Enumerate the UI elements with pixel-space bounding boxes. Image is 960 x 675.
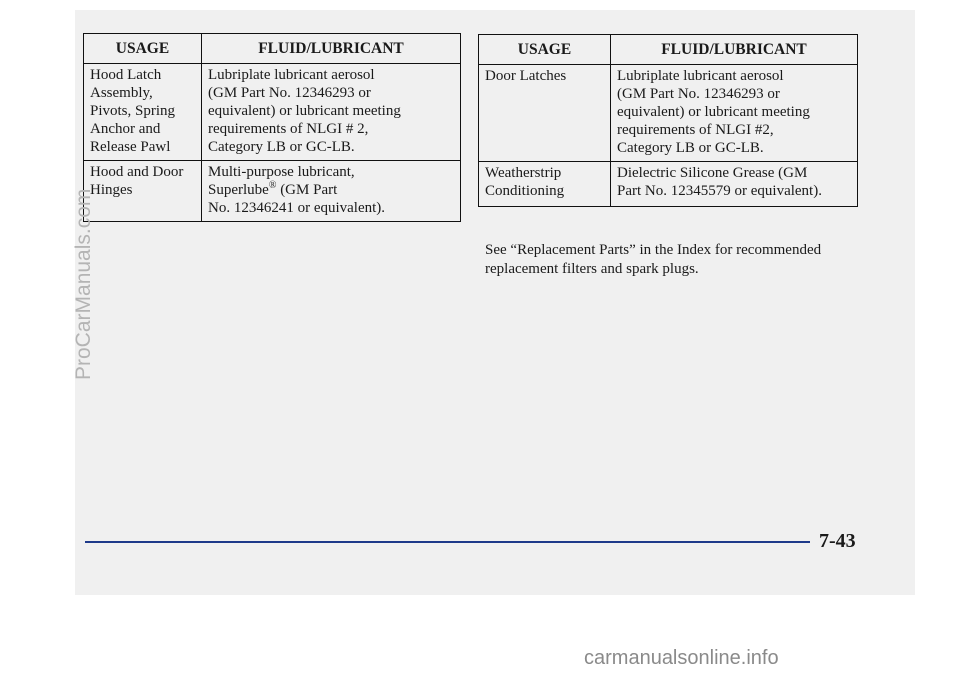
replacement-parts-note: See “Replacement Parts” in the Index for recommended replacement filters and spark plugs.	[485, 242, 822, 277]
header-fluid-lubricant: FLUID/LUBRICANT	[611, 35, 858, 65]
lubricant-cell	[202, 64, 461, 161]
footer-rule	[85, 541, 810, 543]
lubricant-line: requirements of NLGI #2,	[617, 122, 774, 138]
part-text: (GM Part	[276, 182, 338, 198]
header-usage: USAGE	[479, 35, 611, 65]
lubricant-line: Lubriplate lubricant aerosol	[617, 68, 784, 84]
manual-page	[75, 10, 915, 595]
lubricant-line: requirements of NLGI # 2,	[208, 121, 369, 137]
lubricant-line: No. 12346241 or equivalent).	[208, 200, 386, 216]
superlube-text: Superlube	[208, 182, 269, 198]
lubricant-line: Category LB or GC-LB.	[617, 140, 764, 156]
lubricant-line: Multi-purpose lubricant,	[208, 164, 355, 180]
side-watermark: ProCarManuals.com	[72, 188, 95, 380]
header-usage: USAGE	[84, 34, 202, 64]
usage-line: Door Latches	[485, 68, 567, 84]
usage-line: Anchor and	[90, 121, 161, 137]
usage-line: Conditioning	[485, 183, 565, 199]
lubricant-line: Part No. 12345579 or equivalent).	[617, 183, 822, 199]
usage-line: Assembly,	[90, 85, 153, 101]
usage-cell	[479, 162, 611, 207]
usage-cell	[479, 65, 611, 162]
lubricant-line: equivalent) or lubricant meeting	[617, 104, 810, 120]
table-row	[84, 64, 461, 161]
table-header-row	[84, 34, 461, 64]
usage-cell	[84, 64, 202, 161]
lubricant-line: Lubriplate lubricant aerosol	[208, 67, 375, 83]
usage-cell	[84, 161, 202, 222]
table-header-row	[479, 35, 858, 65]
usage-line: Weatherstrip	[485, 165, 562, 181]
header-fluid-lubricant: FLUID/LUBRICANT	[202, 34, 461, 64]
table-row	[84, 161, 461, 222]
registered-mark: ®	[268, 180, 277, 191]
table-row	[479, 65, 858, 162]
lubricant-cell	[611, 65, 858, 162]
lubricant-line: Dielectric Silicone Grease (GM	[617, 165, 808, 181]
lubricant-table-left	[83, 33, 461, 222]
usage-line: Release Pawl	[90, 139, 171, 155]
lubricant-table-right	[478, 34, 858, 207]
usage-line: Pivots, Spring	[90, 103, 176, 119]
usage-line: Hood Latch	[90, 67, 162, 83]
lubricant-line: (GM Part No. 12346293 or	[617, 86, 780, 102]
lubricant-line: (GM Part No. 12346293 or	[208, 85, 371, 101]
lubricant-line: Category LB or GC-LB.	[208, 139, 355, 155]
lubricant-cell	[611, 162, 858, 207]
lubricant-cell	[202, 161, 461, 222]
lubricant-line	[208, 181, 454, 199]
page-number: 7-43	[819, 530, 856, 552]
table-row	[479, 162, 858, 207]
bottom-watermark: carmanualsonline.info	[584, 647, 779, 669]
usage-line: Hood and Door	[90, 164, 184, 180]
usage-line: Hinges	[90, 182, 133, 198]
lubricant-line: equivalent) or lubricant meeting	[208, 103, 401, 119]
